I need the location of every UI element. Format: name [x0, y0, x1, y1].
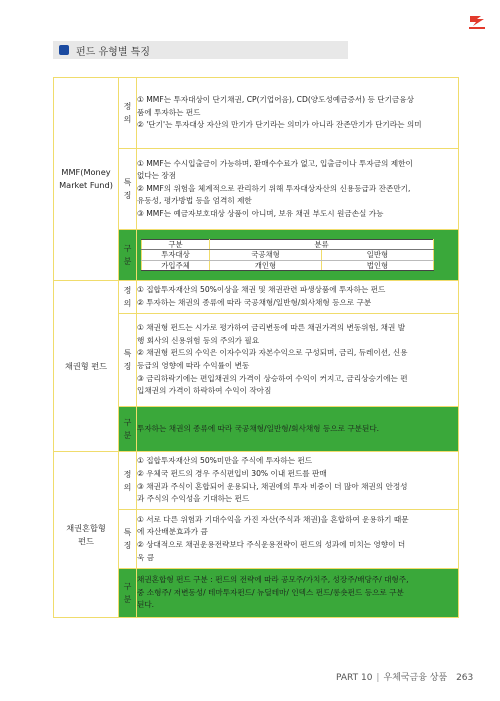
mixed-features: ① 서로 다른 위험과 기대수익을 가진 자산(주식과 채권)을 혼합하여 운용하기 때문 에 자산배분효과가 큼 ② 상대적으로 채권운용전략보다 주식운용전략이 펀드의 성과에 미치는 영향이 더 욱 큼 [137, 510, 459, 569]
label-definition: 정 의 [119, 452, 137, 510]
mmf-definition: ① MMF는 투자대상이 단기채권, CP(기업어음), CD(양도성예금증서) 등 단기금융상 품에 투자하는 펀드 ② '단기'는 투자대상 자산의 만기가 단기라는 의미가 아니라 잔존만기가 단기라는 의미 [137, 78, 459, 149]
category-bond-fund: 채권형 펀드 [54, 281, 119, 452]
section-title: 펀드 유형별 특징 [76, 46, 150, 58]
label-definition: 정 의 [119, 281, 137, 314]
mmf-features: ① MMF는 수시입출금이 가능하며, 환매수수료가 없고, 입출금이나 투자금의 제한이 없다는 장점 ② MMF의 위험을 체계적으로 관리하기 위해 투자대상자산의 신용등급과 잔존만기, 유동성, 평가방법 등을 엄격히 제한 ③ MMF는 예금자보호대상 상품이 아니며, 보유 채권 부도시 원금손실 가능 [137, 149, 459, 230]
label-division: 구 분 [119, 569, 137, 618]
bond-division: 투자하는 채권의 종류에 따라 국공채형/일반형/회사채형 등으로 구분된다. [137, 407, 459, 452]
inner-cell: 개인형 [210, 260, 322, 271]
label-feature: 특 징 [119, 510, 137, 569]
mixed-definition: ① 집합투자재산의 50%미만을 주식에 투자하는 펀드 ② 우체국 펀드의 경우 주식편입비 30% 이내 펀드를 판매 ③ 채권과 주식이 혼합되어 운용되나, 채권에의 투자 비중이 더 많아 채권의 안정성 과 주식의 수익성을 기대하는 펀드 [137, 452, 459, 510]
category-mmf: MMF(Money Market Fund) [54, 78, 119, 281]
footer-part: PART 10 [336, 673, 373, 683]
inner-header-cell: 구분 [142, 239, 210, 250]
inner-header-cell: 분류 [210, 239, 434, 250]
label-definition: 정 의 [119, 78, 137, 149]
category-bond-mixed-fund: 채권혼합형 펀드 [54, 452, 119, 618]
bond-definition: ① 집합투자재산의 50%이상을 채권 및 채권관련 파생상품에 투자하는 펀드 ② 투자하는 채권의 종류에 따라 국공채형/일반형/회사채형 등으로 구분 [137, 281, 459, 314]
footer-chapter: 우체국금융 상품 [383, 673, 448, 683]
mixed-definition-row [54, 452, 459, 510]
mixed-division: 채권혼합형 펀드 구분 : 펀드의 전략에 따라 공모주/가치주, 성장주/배당주/ 대형주, 중 소형주/ 저변동성/ 테마투자펀드/ 뉴딜테마/ 인덱스 펀드/롱숏펀드 등으로 구분 된다. [137, 569, 459, 618]
footer-separator: | [376, 673, 380, 683]
inner-cell: 투자대상 [142, 250, 210, 261]
inner-cell: 법인형 [322, 260, 434, 271]
fund-type-table [53, 77, 459, 618]
mmf-definition-row [54, 78, 459, 149]
label-division: 구 분 [119, 407, 137, 452]
page-number: 263 [456, 673, 474, 683]
inner-cell: 일반형 [322, 250, 434, 261]
mmf-division [137, 230, 459, 281]
label-feature: 특 징 [119, 149, 137, 230]
label-division: 구 분 [119, 230, 137, 281]
section-bullet-icon [59, 45, 69, 55]
inner-cell: 국공채형 [210, 250, 322, 261]
bond-definition-row [54, 281, 459, 314]
page-footer [336, 670, 473, 683]
post-office-logo-icon [467, 10, 487, 30]
label-feature: 특 징 [119, 314, 137, 407]
mmf-classification-table [141, 239, 434, 272]
bond-features: ① 채권형 펀드는 시가로 평가하여 금리변동에 따른 채권가격의 변동위험, 채권 발 행 회사의 신용위험 등의 주의가 필요 ② 채권형 펀드의 수익은 이자수익과 자본수익으로 구성되며, 금리, 듀레이션, 신용 등급의 영향에 따라 수익률이 변동 ③ 금리하락기에는 편입채권의 가격이 상승하여 수익이 커지고, 금리상승기에는 편 입채권의 가격이 하락하여 수익이 작아짐 [137, 314, 459, 407]
inner-cell: 가입주체 [142, 260, 210, 271]
section-header [53, 41, 348, 59]
